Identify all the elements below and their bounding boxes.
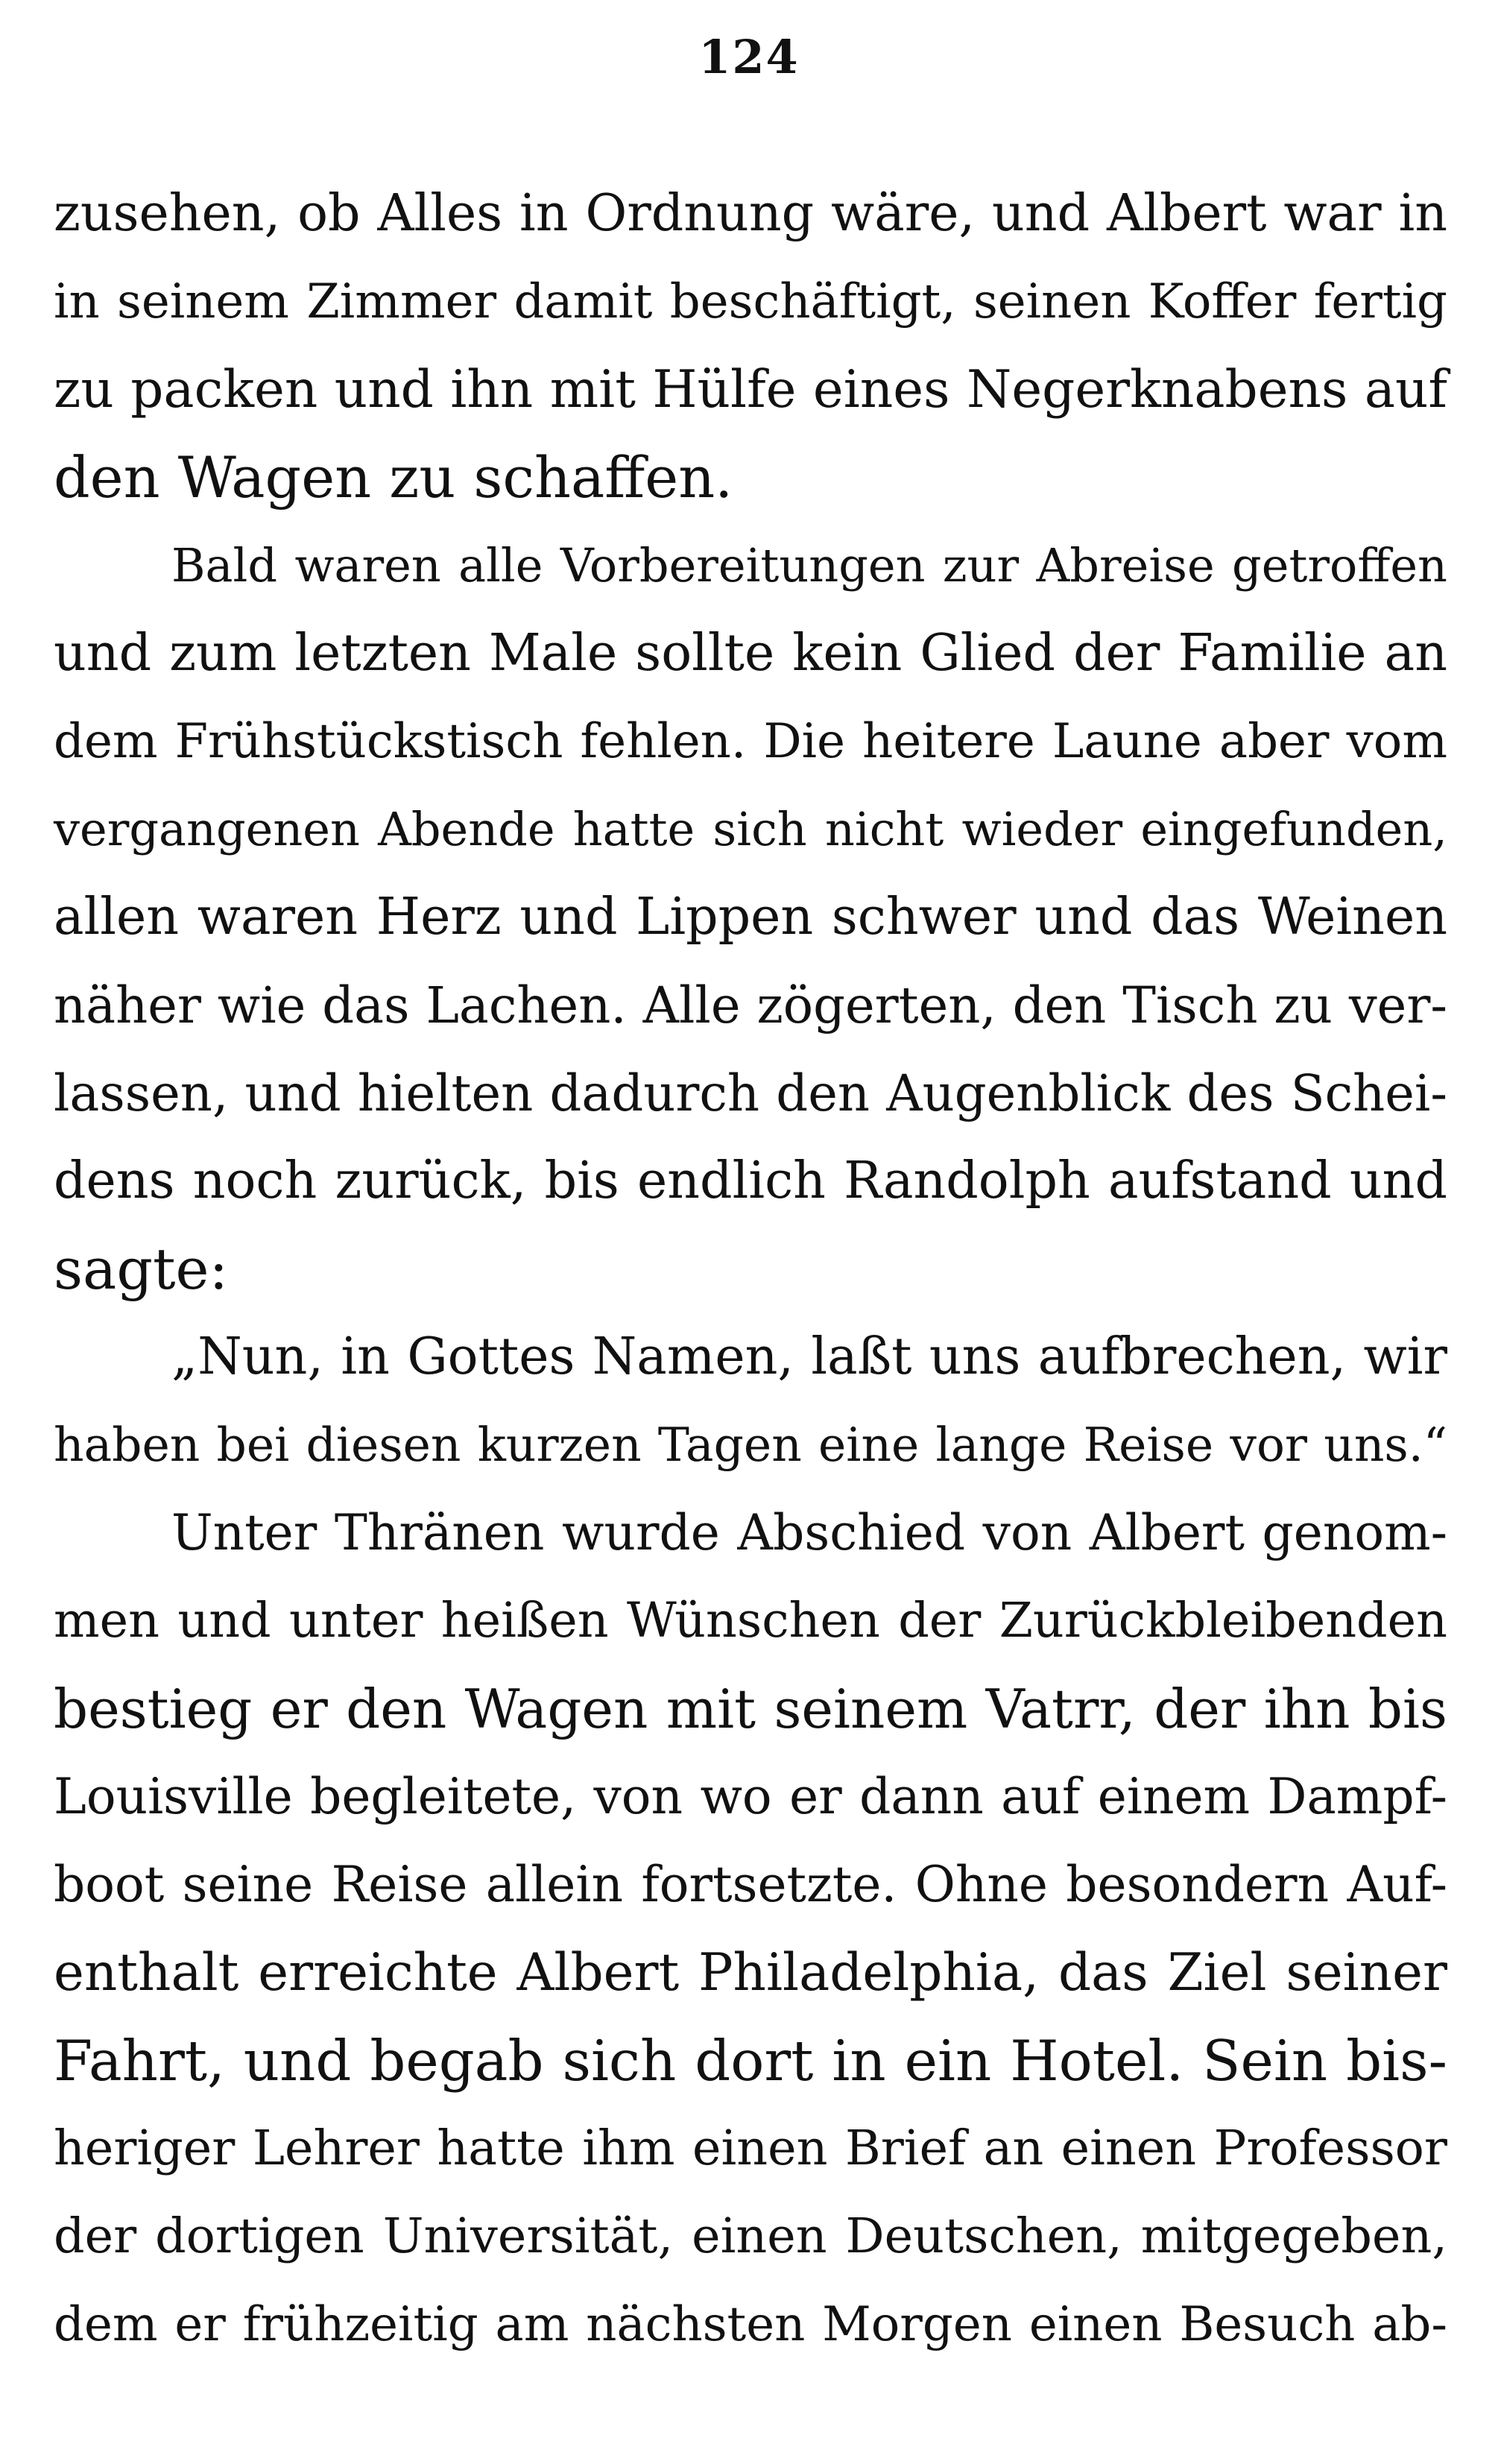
text-line: den Wagen zu schaffen. <box>54 444 733 511</box>
text-line: und zum letzten Male sollte kein Glied der Familie an <box>54 624 1447 683</box>
text-line: zu packen und ihn mit Hülfe eines Negerknabens auf <box>54 360 1447 420</box>
text-line: „Nun, in Gottes Namen, laßt uns aufbrechen, wir <box>171 1327 1447 1386</box>
text-line: in seinem Zimmer damit beschäftigt, seinen Koffer fertig <box>54 274 1447 329</box>
text-line: Fahrt, und begab sich dort in ein Hotel. Sein bis- <box>54 2028 1447 2094</box>
page-number: 124 <box>698 30 800 84</box>
text-line: sagte: <box>54 1236 229 1302</box>
text-line: enthalt erreichte Albert Philadelphia, das Ziel seiner <box>54 1943 1447 2003</box>
text-line: vergangenen Abende hatte sich nicht wieder eingefunden, <box>54 802 1447 856</box>
text-line: Bald waren alle Vorbereitungen zur Abreise getroffen <box>171 538 1447 593</box>
text-line: näher wie das Lachen. Alle zögerten, den Tisch zu ver- <box>54 976 1447 1034</box>
text-line: allen waren Herz und Lippen schwer und das Weinen <box>54 888 1447 947</box>
text-line: heriger Lehrer hatte ihm einen Brief an einen Professor <box>54 2120 1447 2176</box>
text-line: dens noch zurück, bis endlich Randolph aufstand und <box>54 1152 1447 1210</box>
text-line: haben bei diesen kurzen Tagen eine lange Reise vor uns.“ <box>54 1418 1447 1472</box>
text-line: men und unter heißen Wünschen der Zurückbleibenden <box>54 1593 1447 1649</box>
text-line: bestieg er den Wagen mit seinem Vatrr, der ihn bis <box>54 1678 1447 1740</box>
text-line: lassen, und hielten dadurch den Augenblick des Schei- <box>54 1064 1447 1122</box>
text-line: zusehen, ob Alles in Ordnung wäre, und Albert war in <box>54 184 1447 243</box>
text-line: der dortigen Universität, einen Deutschen, mitgegeben, <box>54 2208 1447 2264</box>
text-line: Louisville begleitete, von wo er dann auf einem Dampf- <box>54 1768 1447 1825</box>
text-line: dem Frühstückstisch fehlen. Die heitere Laune aber vom <box>54 714 1447 769</box>
text-line: Unter Thränen wurde Abschied von Albert genom- <box>171 1504 1447 1561</box>
text-line: boot seine Reise allein fortsetzte. Ohne besondern Auf- <box>54 1856 1447 1913</box>
text-line: dem er frühzeitig am nächsten Morgen einen Besuch ab- <box>54 2297 1447 2352</box>
